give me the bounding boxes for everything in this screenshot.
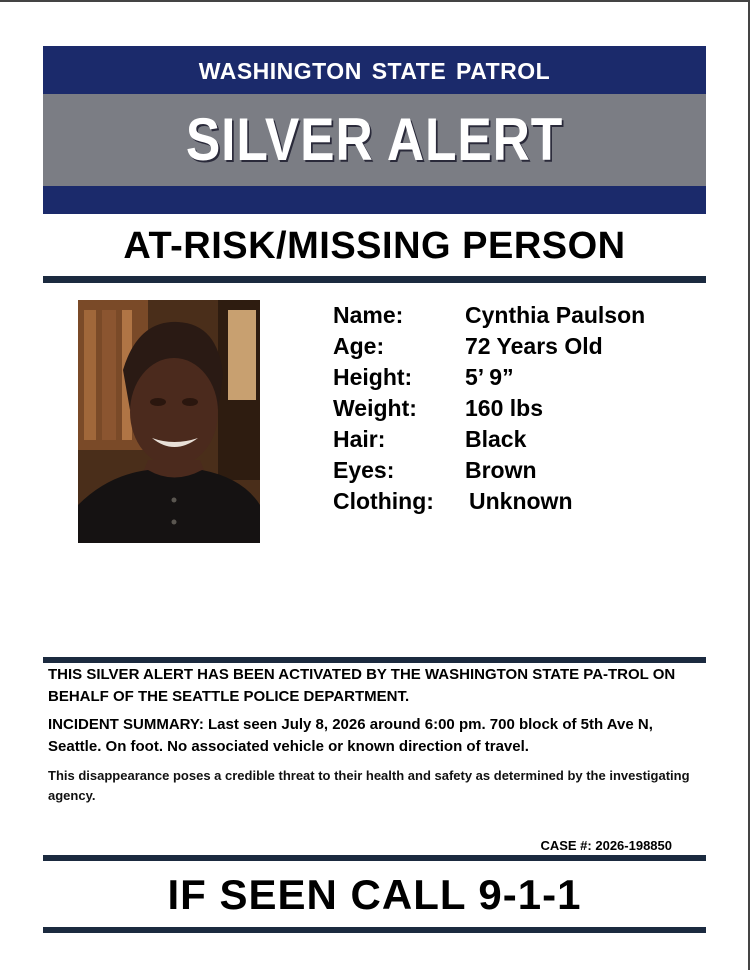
page-top-border (0, 0, 750, 2)
case-value: 2026-198850 (595, 838, 672, 853)
detail-label: Eyes: (333, 457, 395, 483)
activation-notice: THIS SILVER ALERT HAS BEEN ACTIVATED BY THE WASHINGTON STATE PA-TROL ON BEHALF OF THE SEATTLE POLICE DEPARTMENT. (48, 666, 676, 705)
detail-label: Name: (333, 302, 404, 328)
threat-statement: This disappearance poses a credible threat to their health and safety as determined by the investigating agency. (48, 768, 690, 803)
detail-value: Cynthia Paulson (465, 302, 646, 328)
person-photo (78, 300, 260, 543)
alert-header (43, 46, 706, 214)
detail-value: Brown (465, 457, 537, 483)
incident-summary: INCIDENT SUMMARY: Last seen July 8, 2026 around 6:00 pm. 700 block of 5th Ave N, Seattle. On foot. No associated vehicle or known direction of travel. (48, 716, 653, 755)
agency-name: WASHINGTON STATE PATROL (198, 58, 551, 84)
detail-value: 160 lbs (465, 395, 543, 421)
header-bottom-band (43, 186, 706, 214)
call-to-action: IF SEEN CALL 9-1-1 (167, 871, 582, 918)
detail-value: Black (465, 426, 527, 452)
detail-label: Age: (333, 333, 385, 359)
detail-label: Weight: (333, 395, 417, 421)
detail-value: 5’ 9” (465, 364, 514, 390)
divider (43, 276, 706, 283)
detail-value: Unknown (469, 488, 573, 514)
detail-label: Clothing: (333, 488, 434, 514)
divider (43, 927, 706, 933)
divider (43, 855, 706, 861)
detail-label: Height: (333, 364, 413, 390)
person-photo-icon (78, 300, 260, 543)
missing-person-heading: AT-RISK/MISSING PERSON (123, 225, 626, 267)
detail-label: Hair: (333, 426, 386, 452)
detail-value: 72 Years Old (465, 333, 603, 359)
case-label: CASE #: (540, 838, 592, 853)
case-number (540, 838, 672, 853)
divider (43, 657, 706, 663)
alert-title: SILVER ALERT (185, 106, 564, 173)
